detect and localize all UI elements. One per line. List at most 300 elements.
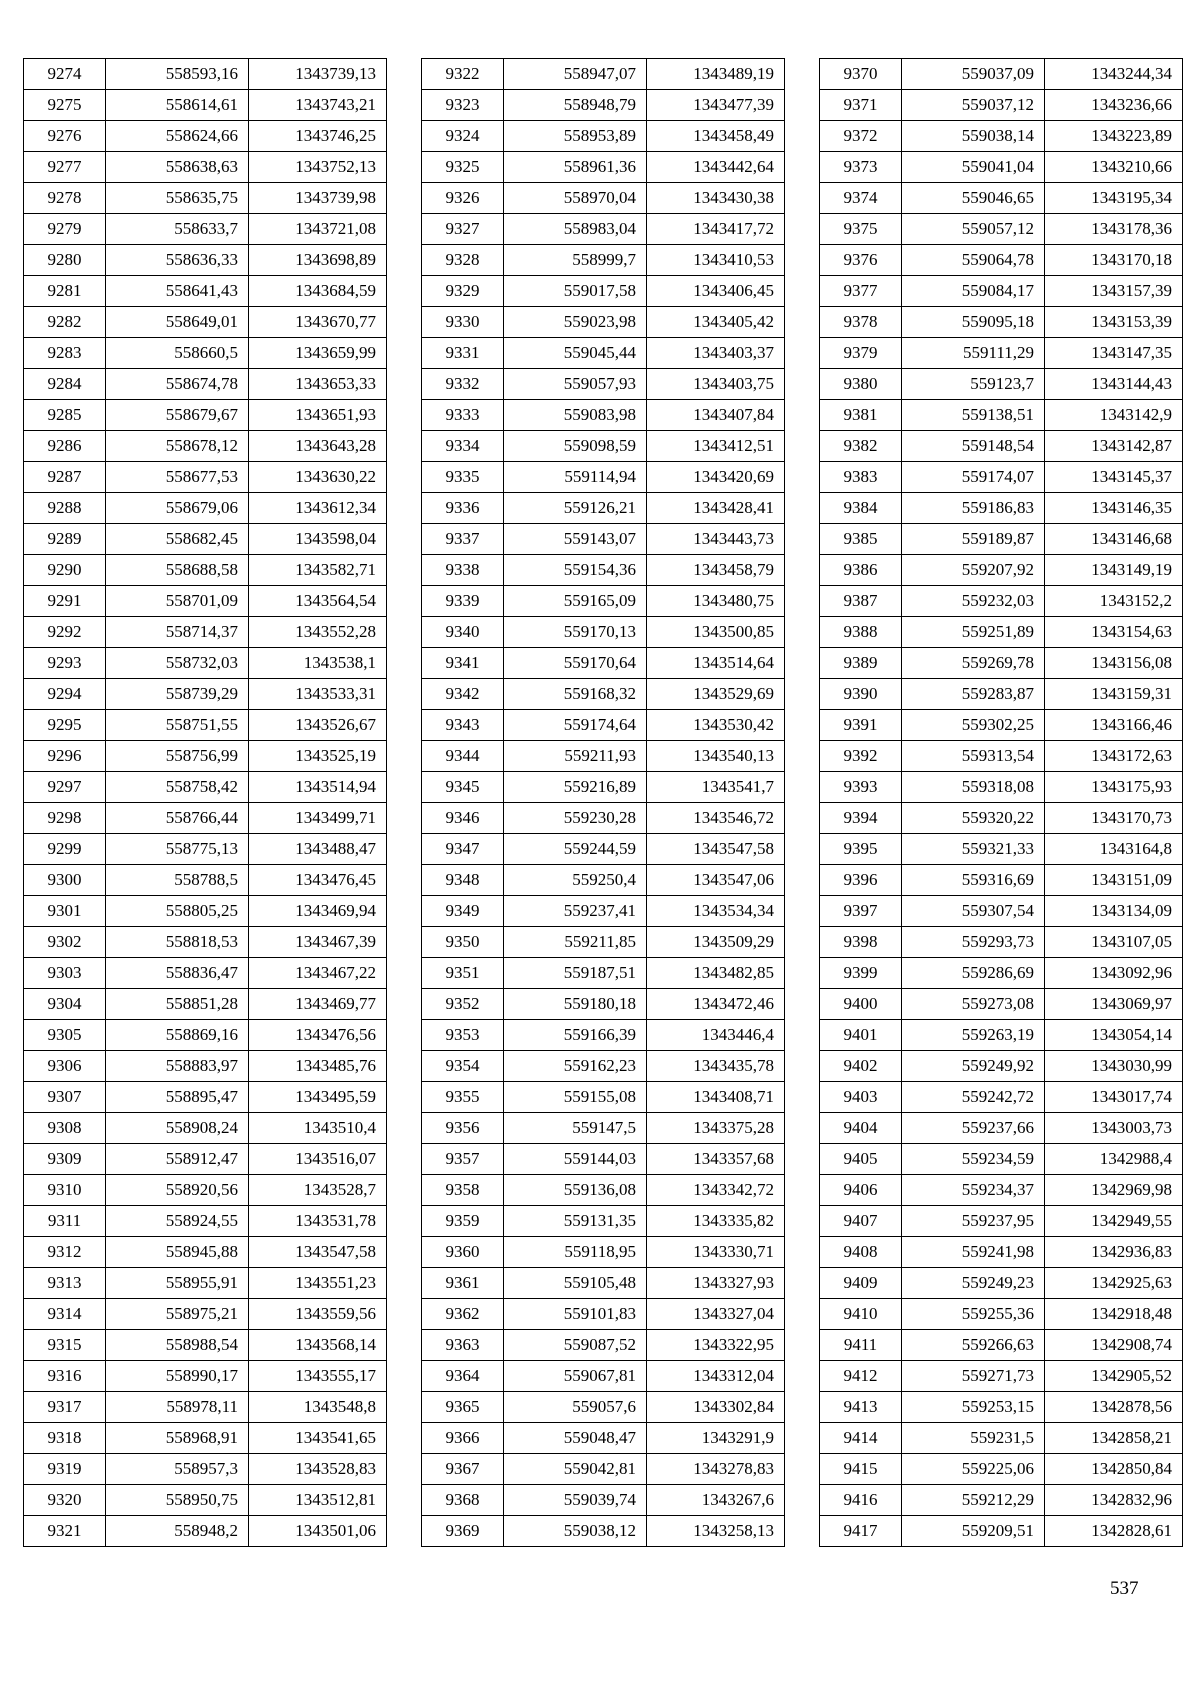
y-coordinate-cell: 1342925,63 — [1045, 1268, 1183, 1299]
point-number-cell: 9304 — [24, 989, 106, 1020]
x-coordinate-cell: 558638,63 — [106, 152, 249, 183]
point-number-cell: 9405 — [820, 1144, 902, 1175]
x-coordinate-cell: 559316,69 — [902, 865, 1045, 896]
table-row — [820, 710, 1183, 741]
table-row — [820, 679, 1183, 710]
y-coordinate-cell: 1343156,08 — [1045, 648, 1183, 679]
table-row — [422, 617, 785, 648]
table-row — [422, 741, 785, 772]
table-row — [24, 183, 387, 214]
point-number-cell: 9283 — [24, 338, 106, 369]
x-coordinate-cell: 558636,33 — [106, 245, 249, 276]
table-row — [24, 400, 387, 431]
x-coordinate-cell: 558945,88 — [106, 1237, 249, 1268]
x-coordinate-cell: 559189,87 — [902, 524, 1045, 555]
point-number-cell: 9340 — [422, 617, 504, 648]
x-coordinate-cell: 558948,2 — [106, 1516, 249, 1547]
x-coordinate-cell: 559166,39 — [504, 1020, 647, 1051]
table-row — [24, 90, 387, 121]
table-row — [422, 586, 785, 617]
point-number-cell: 9323 — [422, 90, 504, 121]
y-coordinate-cell: 1343582,71 — [249, 555, 387, 586]
table-row — [422, 338, 785, 369]
x-coordinate-cell: 559095,18 — [902, 307, 1045, 338]
x-coordinate-cell: 559237,66 — [902, 1113, 1045, 1144]
y-coordinate-cell: 1343375,28 — [647, 1113, 785, 1144]
y-coordinate-cell: 1343526,67 — [249, 710, 387, 741]
table-row — [24, 1082, 387, 1113]
x-coordinate-cell: 559083,98 — [504, 400, 647, 431]
table-row — [820, 958, 1183, 989]
table-row — [820, 152, 1183, 183]
x-coordinate-cell: 559320,22 — [902, 803, 1045, 834]
point-number-cell: 9408 — [820, 1237, 902, 1268]
y-coordinate-cell: 1343684,59 — [249, 276, 387, 307]
table-row — [820, 1299, 1183, 1330]
table-row — [820, 1113, 1183, 1144]
x-coordinate-cell: 559249,23 — [902, 1268, 1045, 1299]
y-coordinate-cell: 1343146,68 — [1045, 524, 1183, 555]
y-coordinate-cell: 1343458,49 — [647, 121, 785, 152]
y-coordinate-cell: 1343154,63 — [1045, 617, 1183, 648]
table-row — [820, 121, 1183, 152]
x-coordinate-cell: 559155,08 — [504, 1082, 647, 1113]
y-coordinate-cell: 1342969,98 — [1045, 1175, 1183, 1206]
x-coordinate-cell: 559101,83 — [504, 1299, 647, 1330]
coordinate-table-middle — [421, 58, 785, 1547]
point-number-cell: 9284 — [24, 369, 106, 400]
x-coordinate-cell: 559154,36 — [504, 555, 647, 586]
table-row — [820, 989, 1183, 1020]
x-coordinate-cell: 558739,29 — [106, 679, 249, 710]
point-number-cell: 9308 — [24, 1113, 106, 1144]
table-row — [820, 741, 1183, 772]
x-coordinate-cell: 559234,59 — [902, 1144, 1045, 1175]
y-coordinate-cell: 1343552,28 — [249, 617, 387, 648]
x-coordinate-cell: 559136,08 — [504, 1175, 647, 1206]
x-coordinate-cell: 559293,73 — [902, 927, 1045, 958]
point-number-cell: 9383 — [820, 462, 902, 493]
x-coordinate-cell: 558978,11 — [106, 1392, 249, 1423]
point-number-cell: 9314 — [24, 1299, 106, 1330]
table-row — [820, 214, 1183, 245]
y-coordinate-cell: 1343512,81 — [249, 1485, 387, 1516]
point-number-cell: 9289 — [24, 524, 106, 555]
y-coordinate-cell: 1343312,04 — [647, 1361, 785, 1392]
x-coordinate-cell: 559302,25 — [902, 710, 1045, 741]
point-number-cell: 9381 — [820, 400, 902, 431]
y-coordinate-cell: 1343442,64 — [647, 152, 785, 183]
table-row — [24, 586, 387, 617]
point-number-cell: 9335 — [422, 462, 504, 493]
x-coordinate-cell: 558818,53 — [106, 927, 249, 958]
x-coordinate-cell: 559118,95 — [504, 1237, 647, 1268]
point-number-cell: 9346 — [422, 803, 504, 834]
x-coordinate-cell: 558953,89 — [504, 121, 647, 152]
x-coordinate-cell: 559046,65 — [902, 183, 1045, 214]
point-number-cell: 9299 — [24, 834, 106, 865]
x-coordinate-cell: 558758,42 — [106, 772, 249, 803]
x-coordinate-cell: 558869,16 — [106, 1020, 249, 1051]
y-coordinate-cell: 1343443,73 — [647, 524, 785, 555]
point-number-cell: 9354 — [422, 1051, 504, 1082]
point-number-cell: 9302 — [24, 927, 106, 958]
table-row — [422, 1144, 785, 1175]
point-number-cell: 9321 — [24, 1516, 106, 1547]
table-row — [24, 1454, 387, 1485]
point-number-cell: 9317 — [24, 1392, 106, 1423]
table-row — [24, 121, 387, 152]
point-number-cell: 9294 — [24, 679, 106, 710]
y-coordinate-cell: 1343166,46 — [1045, 710, 1183, 741]
point-number-cell: 9345 — [422, 772, 504, 803]
y-coordinate-cell: 1343476,56 — [249, 1020, 387, 1051]
table-row — [820, 245, 1183, 276]
x-coordinate-cell: 558751,55 — [106, 710, 249, 741]
y-coordinate-cell: 1343670,77 — [249, 307, 387, 338]
x-coordinate-cell: 558948,79 — [504, 90, 647, 121]
point-number-cell: 9365 — [422, 1392, 504, 1423]
y-coordinate-cell: 1343152,2 — [1045, 586, 1183, 617]
x-coordinate-cell: 559162,23 — [504, 1051, 647, 1082]
table-row — [422, 1051, 785, 1082]
table-row — [24, 1175, 387, 1206]
table-row — [820, 865, 1183, 896]
table-row — [820, 555, 1183, 586]
point-number-cell: 9281 — [24, 276, 106, 307]
table-row — [24, 772, 387, 803]
y-coordinate-cell: 1343551,23 — [249, 1268, 387, 1299]
table-row — [820, 524, 1183, 555]
point-number-cell: 9377 — [820, 276, 902, 307]
table-row — [820, 1020, 1183, 1051]
y-coordinate-cell: 1342936,83 — [1045, 1237, 1183, 1268]
table-row — [422, 1237, 785, 1268]
point-number-cell: 9397 — [820, 896, 902, 927]
y-coordinate-cell: 1343555,17 — [249, 1361, 387, 1392]
x-coordinate-cell: 559286,69 — [902, 958, 1045, 989]
x-coordinate-cell: 559234,37 — [902, 1175, 1045, 1206]
point-number-cell: 9361 — [422, 1268, 504, 1299]
y-coordinate-cell: 1343541,7 — [647, 772, 785, 803]
y-coordinate-cell: 1343327,04 — [647, 1299, 785, 1330]
y-coordinate-cell: 1343547,58 — [249, 1237, 387, 1268]
x-coordinate-cell: 559209,51 — [902, 1516, 1045, 1547]
y-coordinate-cell: 1343146,35 — [1045, 493, 1183, 524]
point-number-cell: 9348 — [422, 865, 504, 896]
point-number-cell: 9290 — [24, 555, 106, 586]
point-number-cell: 9379 — [820, 338, 902, 369]
table-row — [820, 1268, 1183, 1299]
y-coordinate-cell: 1343659,99 — [249, 338, 387, 369]
x-coordinate-cell: 558851,28 — [106, 989, 249, 1020]
x-coordinate-cell: 558955,91 — [106, 1268, 249, 1299]
y-coordinate-cell: 1343405,42 — [647, 307, 785, 338]
y-coordinate-cell: 1343244,34 — [1045, 59, 1183, 90]
table-row — [820, 1361, 1183, 1392]
x-coordinate-cell: 559180,18 — [504, 989, 647, 1020]
table-row — [820, 1082, 1183, 1113]
y-coordinate-cell: 1343495,59 — [249, 1082, 387, 1113]
x-coordinate-cell: 558990,17 — [106, 1361, 249, 1392]
x-coordinate-cell: 558968,91 — [106, 1423, 249, 1454]
y-coordinate-cell: 1343739,13 — [249, 59, 387, 90]
x-coordinate-cell: 559232,03 — [902, 586, 1045, 617]
y-coordinate-cell: 1343145,37 — [1045, 462, 1183, 493]
x-coordinate-cell: 558920,56 — [106, 1175, 249, 1206]
table-row — [24, 958, 387, 989]
point-number-cell: 9329 — [422, 276, 504, 307]
x-coordinate-cell: 558614,61 — [106, 90, 249, 121]
y-coordinate-cell: 1343547,06 — [647, 865, 785, 896]
table-row — [422, 307, 785, 338]
y-coordinate-cell: 1343302,84 — [647, 1392, 785, 1423]
y-coordinate-cell: 1343147,35 — [1045, 338, 1183, 369]
x-coordinate-cell: 559165,09 — [504, 586, 647, 617]
y-coordinate-cell: 1343054,14 — [1045, 1020, 1183, 1051]
y-coordinate-cell: 1343092,96 — [1045, 958, 1183, 989]
x-coordinate-cell: 559042,81 — [504, 1454, 647, 1485]
x-coordinate-cell: 559321,33 — [902, 834, 1045, 865]
table-row — [422, 1020, 785, 1051]
y-coordinate-cell: 1343144,43 — [1045, 369, 1183, 400]
table-row — [24, 1144, 387, 1175]
table-row — [422, 1361, 785, 1392]
point-number-cell: 9373 — [820, 152, 902, 183]
point-number-cell: 9325 — [422, 152, 504, 183]
table-row — [820, 927, 1183, 958]
point-number-cell: 9368 — [422, 1485, 504, 1516]
x-coordinate-cell: 559144,03 — [504, 1144, 647, 1175]
y-coordinate-cell: 1343412,51 — [647, 431, 785, 462]
y-coordinate-cell: 1342850,84 — [1045, 1454, 1183, 1485]
x-coordinate-cell: 559211,93 — [504, 741, 647, 772]
x-coordinate-cell: 558649,01 — [106, 307, 249, 338]
y-coordinate-cell: 1343178,36 — [1045, 214, 1183, 245]
table-row — [820, 431, 1183, 462]
point-number-cell: 9399 — [820, 958, 902, 989]
point-number-cell: 9307 — [24, 1082, 106, 1113]
table-row — [422, 1516, 785, 1547]
table-row — [422, 1299, 785, 1330]
table-row — [422, 1454, 785, 1485]
y-coordinate-cell: 1343651,93 — [249, 400, 387, 431]
y-coordinate-cell: 1343547,58 — [647, 834, 785, 865]
table-row — [422, 1268, 785, 1299]
y-coordinate-cell: 1343533,31 — [249, 679, 387, 710]
table-row — [24, 1113, 387, 1144]
table-row — [24, 865, 387, 896]
point-number-cell: 9279 — [24, 214, 106, 245]
y-coordinate-cell: 1343195,34 — [1045, 183, 1183, 214]
y-coordinate-cell: 1343149,19 — [1045, 555, 1183, 586]
x-coordinate-cell: 558674,78 — [106, 369, 249, 400]
y-coordinate-cell: 1343069,97 — [1045, 989, 1183, 1020]
point-number-cell: 9380 — [820, 369, 902, 400]
table-row — [24, 307, 387, 338]
table-row — [24, 524, 387, 555]
y-coordinate-cell: 1343410,53 — [647, 245, 785, 276]
x-coordinate-cell: 558983,04 — [504, 214, 647, 245]
x-coordinate-cell: 558682,45 — [106, 524, 249, 555]
y-coordinate-cell: 1343107,05 — [1045, 927, 1183, 958]
point-number-cell: 9388 — [820, 617, 902, 648]
y-coordinate-cell: 1342832,96 — [1045, 1485, 1183, 1516]
point-number-cell: 9371 — [820, 90, 902, 121]
point-number-cell: 9391 — [820, 710, 902, 741]
y-coordinate-cell: 1343407,84 — [647, 400, 785, 431]
x-coordinate-cell: 558805,25 — [106, 896, 249, 927]
point-number-cell: 9400 — [820, 989, 902, 1020]
x-coordinate-cell: 558633,7 — [106, 214, 249, 245]
x-coordinate-cell: 558660,5 — [106, 338, 249, 369]
point-number-cell: 9301 — [24, 896, 106, 927]
point-number-cell: 9362 — [422, 1299, 504, 1330]
point-number-cell: 9350 — [422, 927, 504, 958]
table-row — [820, 276, 1183, 307]
x-coordinate-cell: 558883,97 — [106, 1051, 249, 1082]
y-coordinate-cell: 1343482,85 — [647, 958, 785, 989]
x-coordinate-cell: 558924,55 — [106, 1206, 249, 1237]
point-number-cell: 9293 — [24, 648, 106, 679]
y-coordinate-cell: 1343327,93 — [647, 1268, 785, 1299]
point-number-cell: 9344 — [422, 741, 504, 772]
y-coordinate-cell: 1343568,14 — [249, 1330, 387, 1361]
table-row — [422, 989, 785, 1020]
x-coordinate-cell: 558641,43 — [106, 276, 249, 307]
y-coordinate-cell: 1342828,61 — [1045, 1516, 1183, 1547]
y-coordinate-cell: 1343530,42 — [647, 710, 785, 741]
table-row — [820, 1330, 1183, 1361]
x-coordinate-cell: 558775,13 — [106, 834, 249, 865]
x-coordinate-cell: 558677,53 — [106, 462, 249, 493]
x-coordinate-cell: 558679,67 — [106, 400, 249, 431]
table-row — [24, 214, 387, 245]
table-row — [24, 617, 387, 648]
x-coordinate-cell: 559251,89 — [902, 617, 1045, 648]
x-coordinate-cell: 559225,06 — [902, 1454, 1045, 1485]
x-coordinate-cell: 559269,78 — [902, 648, 1045, 679]
x-coordinate-cell: 558679,06 — [106, 493, 249, 524]
x-coordinate-cell: 559170,13 — [504, 617, 647, 648]
y-coordinate-cell: 1343335,82 — [647, 1206, 785, 1237]
table-row — [422, 152, 785, 183]
x-coordinate-cell: 558970,04 — [504, 183, 647, 214]
coordinate-table-right — [819, 58, 1183, 1547]
point-number-cell: 9343 — [422, 710, 504, 741]
table-row — [820, 1423, 1183, 1454]
y-coordinate-cell: 1342878,56 — [1045, 1392, 1183, 1423]
point-number-cell: 9372 — [820, 121, 902, 152]
y-coordinate-cell: 1343428,41 — [647, 493, 785, 524]
y-coordinate-cell: 1342949,55 — [1045, 1206, 1183, 1237]
x-coordinate-cell: 559250,4 — [504, 865, 647, 896]
y-coordinate-cell: 1343510,4 — [249, 1113, 387, 1144]
y-coordinate-cell: 1343164,8 — [1045, 834, 1183, 865]
x-coordinate-cell: 558975,21 — [106, 1299, 249, 1330]
point-number-cell: 9313 — [24, 1268, 106, 1299]
point-number-cell: 9382 — [820, 431, 902, 462]
table-row — [820, 586, 1183, 617]
y-coordinate-cell: 1343030,99 — [1045, 1051, 1183, 1082]
y-coordinate-cell: 1343698,89 — [249, 245, 387, 276]
y-coordinate-cell: 1343564,54 — [249, 586, 387, 617]
y-coordinate-cell: 1343403,75 — [647, 369, 785, 400]
table-row — [422, 772, 785, 803]
y-coordinate-cell: 1343435,78 — [647, 1051, 785, 1082]
point-number-cell: 9332 — [422, 369, 504, 400]
y-coordinate-cell: 1343430,38 — [647, 183, 785, 214]
point-number-cell: 9376 — [820, 245, 902, 276]
point-number-cell: 9347 — [422, 834, 504, 865]
table-row — [422, 524, 785, 555]
x-coordinate-cell: 558624,66 — [106, 121, 249, 152]
table-row — [24, 1330, 387, 1361]
x-coordinate-cell: 558688,58 — [106, 555, 249, 586]
x-coordinate-cell: 559231,5 — [902, 1423, 1045, 1454]
y-coordinate-cell: 1343477,39 — [647, 90, 785, 121]
x-coordinate-cell: 559174,07 — [902, 462, 1045, 493]
table-row — [422, 1175, 785, 1206]
table-row — [24, 710, 387, 741]
x-coordinate-cell: 559143,07 — [504, 524, 647, 555]
point-number-cell: 9396 — [820, 865, 902, 896]
table-row — [820, 896, 1183, 927]
point-number-cell: 9407 — [820, 1206, 902, 1237]
point-number-cell: 9297 — [24, 772, 106, 803]
point-number-cell: 9278 — [24, 183, 106, 214]
table-row — [422, 276, 785, 307]
x-coordinate-cell: 559048,47 — [504, 1423, 647, 1454]
table-row — [422, 648, 785, 679]
table-row — [422, 1330, 785, 1361]
table-row — [422, 1485, 785, 1516]
y-coordinate-cell: 1343403,37 — [647, 338, 785, 369]
point-number-cell: 9409 — [820, 1268, 902, 1299]
y-coordinate-cell: 1343476,45 — [249, 865, 387, 896]
y-coordinate-cell: 1343142,9 — [1045, 400, 1183, 431]
y-coordinate-cell: 1343559,56 — [249, 1299, 387, 1330]
point-number-cell: 9358 — [422, 1175, 504, 1206]
y-coordinate-cell: 1343485,76 — [249, 1051, 387, 1082]
y-coordinate-cell: 1343467,22 — [249, 958, 387, 989]
x-coordinate-cell: 559216,89 — [504, 772, 647, 803]
x-coordinate-cell: 559249,92 — [902, 1051, 1045, 1082]
y-coordinate-cell: 1342905,52 — [1045, 1361, 1183, 1392]
point-number-cell: 9384 — [820, 493, 902, 524]
x-coordinate-cell: 559266,63 — [902, 1330, 1045, 1361]
y-coordinate-cell: 1343420,69 — [647, 462, 785, 493]
x-coordinate-cell: 559057,12 — [902, 214, 1045, 245]
x-coordinate-cell: 558895,47 — [106, 1082, 249, 1113]
point-number-cell: 9389 — [820, 648, 902, 679]
table-row — [820, 369, 1183, 400]
point-number-cell: 9295 — [24, 710, 106, 741]
point-number-cell: 9282 — [24, 307, 106, 338]
table-row — [422, 1206, 785, 1237]
point-number-cell: 9412 — [820, 1361, 902, 1392]
point-number-cell: 9320 — [24, 1485, 106, 1516]
point-number-cell: 9306 — [24, 1051, 106, 1082]
point-number-cell: 9275 — [24, 90, 106, 121]
point-number-cell: 9378 — [820, 307, 902, 338]
table-row — [422, 865, 785, 896]
table-row — [820, 1485, 1183, 1516]
x-coordinate-cell: 559273,08 — [902, 989, 1045, 1020]
table-row — [422, 896, 785, 927]
x-coordinate-cell: 558593,16 — [106, 59, 249, 90]
y-coordinate-cell: 1343514,94 — [249, 772, 387, 803]
